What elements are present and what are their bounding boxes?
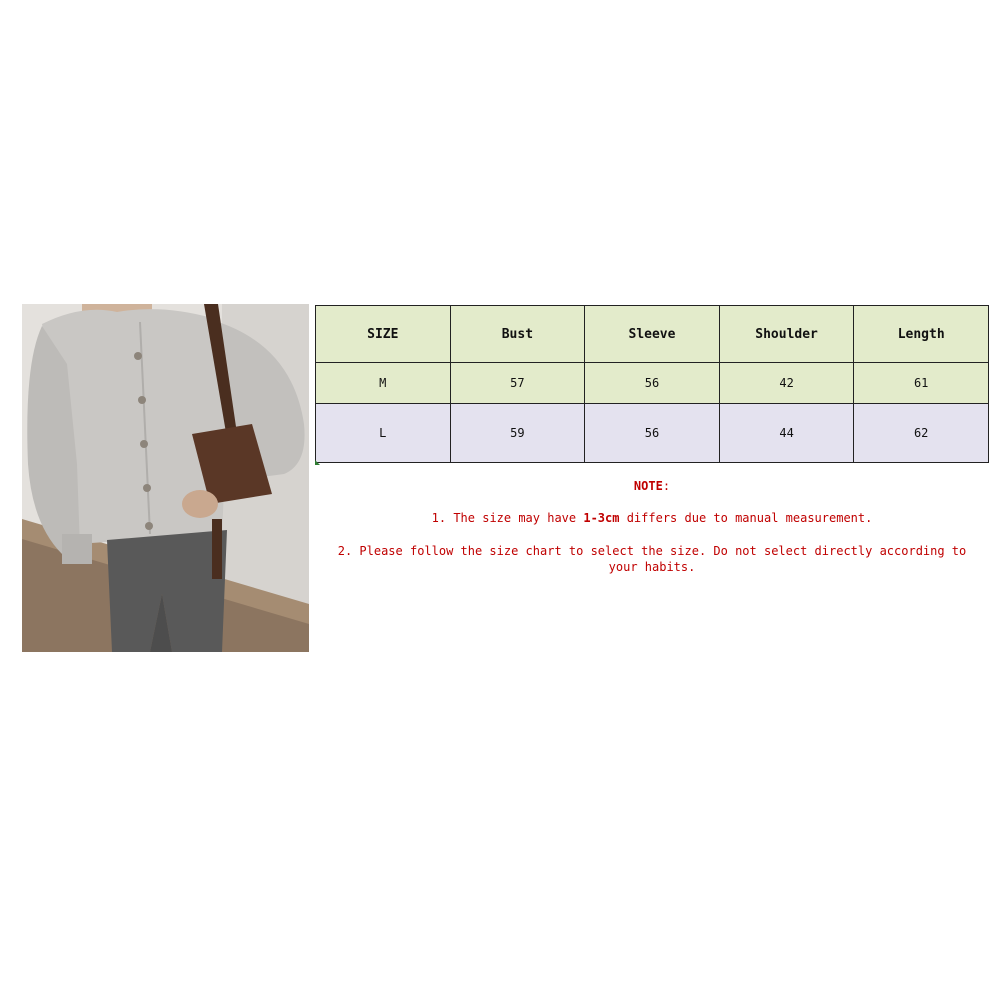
header-length: Length xyxy=(854,306,989,363)
table-cell: M xyxy=(316,363,451,404)
table-cell: 42 xyxy=(719,363,854,404)
note-line-1 xyxy=(322,510,982,526)
table-header-row xyxy=(316,306,989,363)
table-cell: 57 xyxy=(450,363,585,404)
product-photo xyxy=(22,304,309,652)
note-title-colon: : xyxy=(662,479,671,493)
header-bust: Bust xyxy=(450,306,585,363)
table-cell: 56 xyxy=(585,404,720,463)
table-cell: 61 xyxy=(854,363,989,404)
corner-marker xyxy=(315,460,320,465)
table-row xyxy=(316,404,989,463)
table-cell: 62 xyxy=(854,404,989,463)
note-line-1-highlight: 1-3cm xyxy=(583,511,620,525)
note-title: NOTE xyxy=(633,479,663,493)
note-line-2: 2. Please follow the size chart to select the size. Do not select directly according to your habits. xyxy=(337,544,967,574)
note-line-1-prefix: 1. The size may have xyxy=(431,511,584,525)
note-line-1-suffix: differs due to manual measurement. xyxy=(619,511,873,525)
header-size: SIZE xyxy=(316,306,451,363)
table-cell: 59 xyxy=(450,404,585,463)
header-shoulder: Shoulder xyxy=(719,306,854,363)
note-heading xyxy=(322,478,982,494)
header-sleeve: Sleeve xyxy=(585,306,720,363)
size-chart-table xyxy=(315,305,989,463)
table-cell: L xyxy=(316,404,451,463)
table-row xyxy=(316,363,989,404)
size-notes xyxy=(322,478,982,575)
table-cell: 56 xyxy=(585,363,720,404)
table-cell: 44 xyxy=(719,404,854,463)
